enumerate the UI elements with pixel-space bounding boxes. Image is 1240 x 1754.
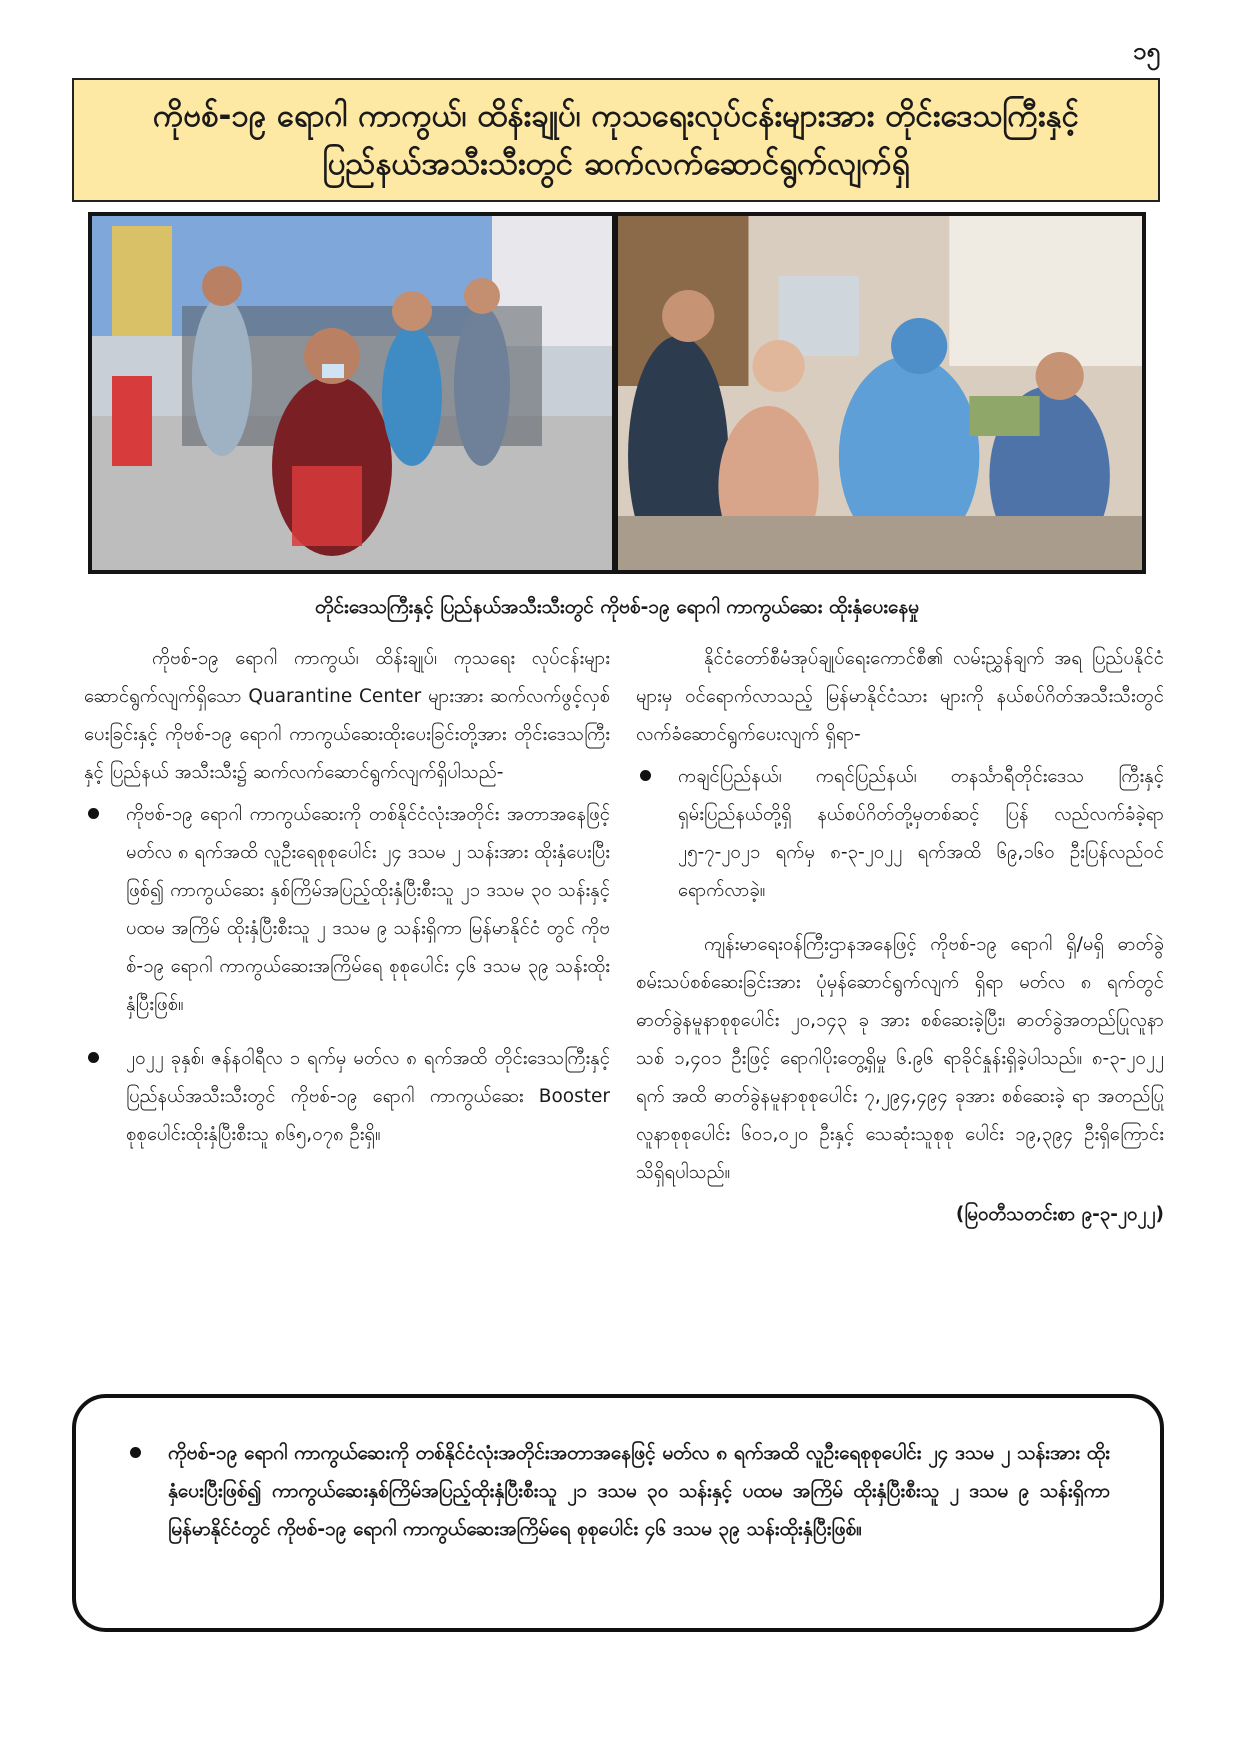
- right-second-paragraph: ကျန်းမာရေးဝန်ကြီးဌာနအနေဖြင့် ကိုဗစ်-၁၉ ရောဂါ ရှိ/မရှိ ဓာတ်ခွဲစမ်းသပ်စစ်ဆေးခြင်းအား ပုံမှန်ဆောင်ရွက်လျက် ရှိရာ မတ်လ ၈ ရက်တွင် ဓာတ်ခွဲနမူနာစုစုပေါင်း ၂၀,၁၄၃ ခု အား စစ်ဆေးခဲ့ပြီး၊ ဓာတ်ခွဲအတည်ပြုလူနာသစ် ၁,၄၀၁ ဦးဖြင့် ရောဂါပိုးတွေ့ရှိမှု ၆.၉၆ ရာခိုင်နှုန်းရှိခဲ့ပါသည်။ ၈-၃-၂၀၂၂ ရက် အထိ ဓာတ်ခွဲနမူနာစုစုပေါင်း ၇,၂၉၄,၄၉၄ ခုအား စစ်ဆေးခဲ့ ရာ အတည်ပြုလူနာစုစုပေါင်း ၆၀၁,၀၂၀ ဦးနှင့် သေဆုံးသူစုစု ပေါင်း ၁၉,၃၉၄ ဦးရှိကြောင်း သိရှိရပါသည်။: [636, 934, 1164, 1183]
- photo-frame: [88, 212, 1146, 574]
- right-bullet-item: [636, 758, 1164, 910]
- right-column: [636, 640, 1164, 1234]
- bullet-icon: [130, 1447, 141, 1458]
- left-bullet-list: [84, 796, 610, 1154]
- news-source: (မြဝတီသတင်းစာ ၉-၃-၂၀၂၂): [955, 1204, 1164, 1225]
- bullet-icon: [640, 770, 651, 781]
- headline-box: [72, 78, 1160, 202]
- headline-line-1: ကိုဗစ်-၁၉ ရောဂါ ကာကွယ်၊ ထိန်းချုပ်၊ ကုသရေးလုပ်ငန်းများအား တိုင်းဒေသကြီးနှင့်: [153, 98, 1079, 134]
- page-number: ၁၅: [1133, 37, 1160, 65]
- left-bullet-text: ၂၀၂၂ ခုနှစ်၊ ဇန်နဝါရီလ ၁ ရက်မှ မတ်လ ၈ ရက်အထိ တိုင်းဒေသကြီးနှင့် ပြည်နယ်အသီးသီးတွင် ကိုဗစ်-၁၉ ရောဂါ ကာကွယ်ဆေး Booster စုစုပေါင်းထိုးနှံပြီးစီးသူ ၈၆၅,၀၇၈ ဦးရှိ။: [126, 1048, 610, 1145]
- bullet-icon: [88, 808, 99, 819]
- vaccination-photo-left: [92, 216, 612, 570]
- right-intro-paragraph: နိုင်ငံတော်စီမံအုပ်ချုပ်ရေးကောင်စီ၏ လမ်းညွှန်ချက် အရ ပြည်ပနိုင်ငံများမှ ဝင်ရောက်လာသည့် မြန်မာနိုင်ငံသား များကို နယ်စပ်ဂိတ်အသီးသီးတွင် လက်ခံဆောင်ရွက်ပေးလျက် ရှိရာ-: [636, 648, 1164, 745]
- left-bullet-text: ကိုဗစ်-၁၉ ရောဂါ ကာကွယ်ဆေးကို တစ်နိုင်ငံလုံးအတိုင်း အတာအနေဖြင့် မတ်လ ၈ ရက်အထိ လူဦးရေစုစုပေါင်း ၂၄ ဒသမ ၂ သန်းအား ထိုးနှံပေးပြီးဖြစ်၍ ကာကွယ်ဆေး နှစ်ကြိမ်အပြည့်ထိုးနှံပြီးစီးသူ ၂၁ ဒသမ ၃၀ သန်းနှင့် ပထမ အကြိမ် ထိုးနှံပြီးစီးသူ ၂ ဒသမ ၉ သန်းရှိကာ မြန်မာနိုင်ငံ တွင် ကိုဗစ်-၁၉ ရောဂါ ကာကွယ်ဆေးအကြိမ်ရေ စုစုပေါင်း ၄၆ ဒသမ ၃၉ သန်းထိုးနှံပြီးဖြစ်။: [126, 804, 610, 1015]
- left-intro-paragraph: ကိုဗစ်-၁၉ ရောဂါ ကာကွယ်၊ ထိန်းချုပ်၊ ကုသရေး လုပ်ငန်းများဆောင်ရွက်လျက်ရှိသော Quarantine Center များအား ဆက်လက်ဖွင့်လှစ်ပေးခြင်းနှင့် ကိုဗစ်-၁၉ ရောဂါ ကာကွယ်ဆေးထိုးပေးခြင်းတို့အား တိုင်းဒေသကြီးနှင့် ပြည်နယ် အသီးသီး၌ ဆက်လက်ဆောင်ရွက်လျက်ရှိပါသည်-: [84, 648, 610, 783]
- right-bullet-list: [636, 758, 1164, 910]
- headline-line-2: ပြည်နယ်အသီးသီးတွင် ဆက်လက်ဆောင်ရွက်လျက်ရှိ: [322, 146, 910, 182]
- right-bullet-text: ကချင်ပြည်နယ်၊ ကရင်ပြည်နယ်၊ တနင်္သာရီတိုင်းဒေသ ကြီးနှင့် ရှမ်းပြည်နယ်တို့ရှိ နယ်စပ်ဂိတ်တို့မှတစ်ဆင့် ပြန် လည်လက်ခံခဲ့ရာ ၂၅-၇-၂၀၂၁ ရက်မှ ၈-၃-၂၀၂၂ ရက်အထိ ၆၉,၁၆၀ ဦးပြန်လည်ဝင်ရောက်လာခဲ့။: [678, 766, 1164, 901]
- left-bullet-item: [84, 796, 610, 1024]
- left-bullet-item: [84, 1040, 610, 1154]
- summary-bullet-item: [126, 1434, 1110, 1548]
- summary-text: ကိုဗစ်-၁၉ ရောဂါ ကာကွယ်ဆေးကို တစ်နိုင်ငံလုံးအတိုင်းအတာအနေဖြင့် မတ်လ ၈ ရက်အထိ လူဦးရေစုစုပေါင်း ၂၄ ဒသမ ၂ သန်းအား ထိုးနှံပေးပြီးဖြစ်၍ ကာကွယ်ဆေးနှစ်ကြိမ်အပြည့်ထိုးနှံပြီးစီးသူ ၂၁ ဒသမ ၃၀ သန်းနှင့် ပထမ အကြိမ် ထိုးနှံပြီးစီးသူ ၂ ဒသမ ၉ သန်းရှိကာ မြန်မာနိုင်ငံတွင် ကိုဗစ်-၁၉ ရောဂါ ကာကွယ်ဆေးအကြိမ်ရေ စုစုပေါင်း ၄၆ ဒသမ ၃၉ သန်းထိုးနှံပြီးဖြစ်။: [168, 1442, 1110, 1540]
- bullet-icon: [88, 1052, 99, 1063]
- left-column: [84, 640, 610, 1170]
- summary-box: [72, 1394, 1164, 1632]
- vaccination-photo-right: [618, 216, 1142, 570]
- photo-caption: တိုင်းဒေသကြီးနှင့် ပြည်နယ်အသီးသီးတွင် ကိုဗစ်-၁၉ ရောဂါ ကာကွယ်ဆေး ထိုးနှံပေးနေမှု: [314, 596, 920, 618]
